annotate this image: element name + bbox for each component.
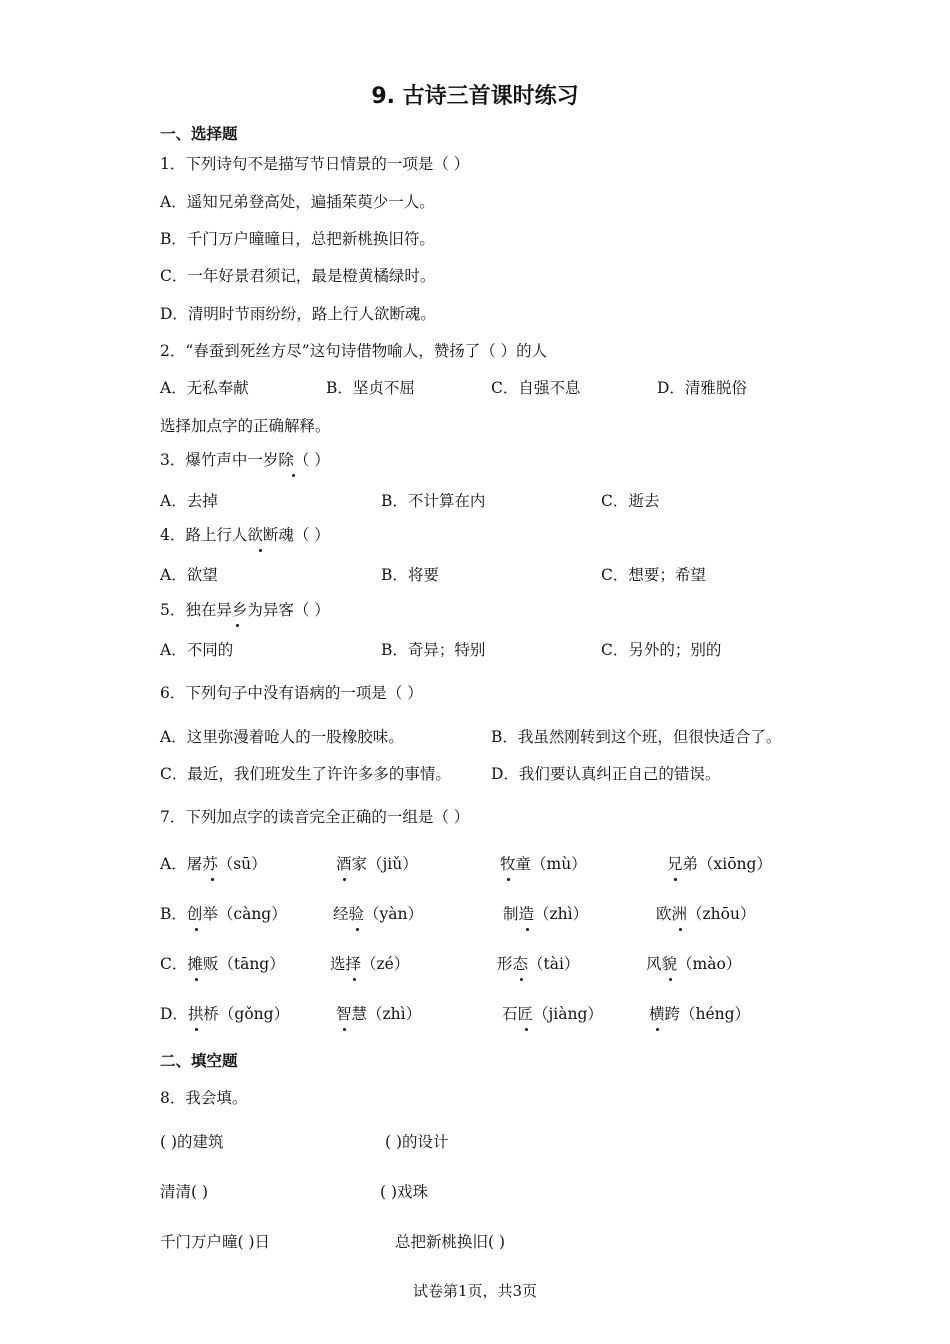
question-8-blank-2: ( )的设计	[385, 1133, 449, 1151]
question-8-blank-6: 总把新桃换旧( )	[395, 1233, 506, 1251]
question-3-option-c: C．逝去	[601, 492, 660, 510]
question-2-option-b: B．坚贞不屈	[326, 379, 415, 397]
question-7-d-item-1: D．拱桥（gǒng）	[160, 1005, 290, 1023]
emphasis-dot	[195, 978, 198, 981]
question-7-d-item-4: 横跨（héng）	[649, 1005, 751, 1023]
instruction-text: 选择加点字的正确解释。	[160, 417, 331, 435]
question-1-stem: 1．下列诗句不是描写节日情景的一项是（ ）	[160, 155, 470, 173]
question-6-stem: 6．下列句子中没有语病的一项是（ ）	[160, 684, 423, 702]
question-7-b-item-4: 欧洲（zhōu）	[656, 905, 756, 923]
question-6-option-d: D．我们要认真纠正自己的错误。	[491, 765, 721, 783]
emphasis-dot	[195, 1028, 198, 1031]
question-7-a-item-3: 牧童（mù）	[500, 855, 587, 873]
question-6-option-c: C．最近，我们班发生了许许多多的事情。	[160, 765, 451, 783]
emphasis-dot	[343, 878, 346, 881]
page-title: 9. 古诗三首课时练习	[371, 84, 579, 109]
emphasis-dot	[525, 1028, 528, 1031]
question-8-blank-5: 千门万户曈( )日	[160, 1233, 271, 1251]
question-8-blank-3: 清清( )	[160, 1183, 209, 1201]
emphasis-dot	[292, 474, 295, 477]
page-footer: 试卷第1页，共3页	[412, 1282, 538, 1300]
emphasis-dot	[211, 878, 214, 881]
emphasis-dot	[353, 978, 356, 981]
section-heading-choice: 一、选择题	[160, 125, 238, 143]
question-7-c-item-1: C．摊贩（tāng）	[160, 955, 285, 973]
question-4-option-a: A．欲望	[160, 566, 218, 584]
question-3-option-b: B．不计算在内	[381, 492, 486, 510]
question-1-option-b: B．千门万户曈曈日，总把新桃换旧符。	[160, 230, 435, 248]
emphasis-dot	[236, 624, 239, 627]
emphasis-dot	[679, 928, 682, 931]
question-3-stem: 3．爆竹声中一岁除（ ）	[160, 451, 330, 469]
question-4-option-c: C．想要；希望	[601, 566, 706, 584]
emphasis-dot	[656, 1028, 659, 1031]
question-7-a-item-1: A．屠苏（sū）	[160, 855, 267, 873]
question-8-blank-4: ( )戏珠	[380, 1183, 429, 1201]
question-2-option-c: C．自强不息	[491, 379, 581, 397]
emphasis-dot	[259, 549, 262, 552]
section-heading-fill: 二、填空题	[160, 1052, 238, 1070]
emphasis-dot	[674, 878, 677, 881]
question-7-d-item-3: 石匠（jiàng）	[502, 1005, 603, 1023]
question-8-stem: 8．我会填。	[160, 1089, 248, 1107]
question-7-a-item-2: 酒家（jiǔ）	[336, 855, 418, 873]
question-4-stem: 4．路上行人欲断魂（ ）	[160, 526, 330, 544]
question-2-option-d: D．清雅脱俗	[657, 379, 747, 397]
question-7-b-item-1: B．创举（càng）	[160, 905, 287, 923]
question-1-option-d: D．清明时节雨纷纷，路上行人欲断魂。	[160, 305, 436, 323]
question-2-stem: 2．“春蚕到死丝方尽”这句诗借物喻人，赞扬了（ ）的人	[160, 342, 548, 360]
emphasis-dot	[195, 928, 198, 931]
question-6-option-a: A．这里弥漫着呛人的一股橡胶味。	[160, 728, 404, 746]
question-7-stem: 7．下列加点字的读音完全正确的一组是（ ）	[160, 808, 470, 826]
question-7-a-item-4: 兄弟（xiōng）	[667, 855, 772, 873]
question-6-option-b: B．我虽然刚转到这个班，但很快适合了。	[491, 728, 782, 746]
emphasis-dot	[343, 1028, 346, 1031]
question-7-b-item-3: 制造（zhì）	[503, 905, 589, 923]
question-1-option-a: A．遥知兄弟登高处，遍插茱萸少一人。	[160, 193, 435, 211]
question-3-option-a: A．去掉	[160, 492, 218, 510]
question-7-c-item-3: 形态（tài）	[497, 955, 580, 973]
question-8-blank-1: ( )的建筑	[160, 1133, 224, 1151]
question-4-option-b: B．将要	[381, 566, 439, 584]
emphasis-dot	[526, 928, 529, 931]
emphasis-dot	[507, 878, 510, 881]
emphasis-dot	[520, 978, 523, 981]
question-7-b-item-2: 经验（yàn）	[333, 905, 423, 923]
question-5-option-b: B．奇异；特别	[381, 641, 486, 659]
question-7-c-item-2: 选择（zé）	[330, 955, 410, 973]
question-1-option-c: C．一年好景君须记，最是橙黄橘绿时。	[160, 267, 436, 285]
emphasis-dot	[669, 978, 672, 981]
question-7-c-item-4: 风貌（mào）	[646, 955, 742, 973]
emphasis-dot	[356, 928, 359, 931]
question-5-stem: 5．独在异乡为异客（ ）	[160, 601, 330, 619]
question-2-option-a: A．无私奉献	[160, 379, 249, 397]
question-5-option-a: A．不同的	[160, 641, 234, 659]
question-5-option-c: C．另外的；别的	[601, 641, 722, 659]
question-7-d-item-2: 智慧（zhì）	[336, 1005, 422, 1023]
